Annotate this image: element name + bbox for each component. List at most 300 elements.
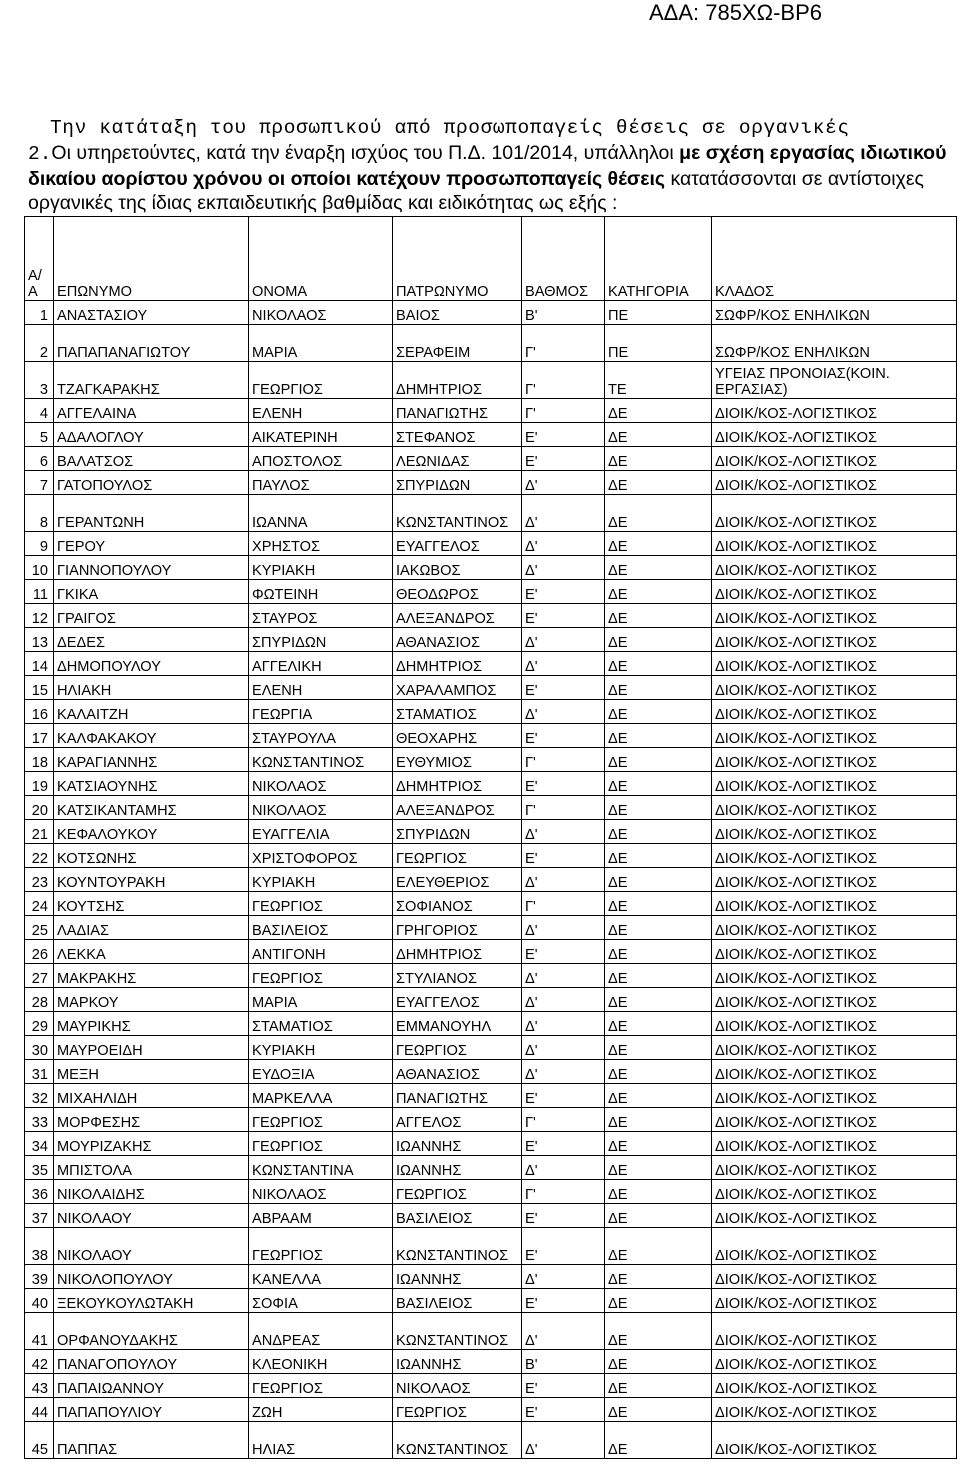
cell-father: ΔΗΜΗΤΡΙΟΣ	[393, 362, 522, 399]
cell-category: ΔΕ	[605, 988, 712, 1012]
table-row	[25, 1012, 957, 1036]
cell-branch: ΔΙΟΙΚ/ΚΟΣ-ΛΟΓΙΣΤΙΚΟΣ	[712, 964, 957, 988]
table-row	[25, 892, 957, 916]
cell-father: ΝΙΚΟΛΑΟΣ	[393, 1374, 522, 1398]
cell-branch: ΔΙΟΙΚ/ΚΟΣ-ΛΟΓΙΣΤΙΚΟΣ	[712, 1132, 957, 1156]
cell-branch: ΔΙΟΙΚ/ΚΟΣ-ΛΟΓΙΣΤΙΚΟΣ	[712, 916, 957, 940]
cell-category: ΔΕ	[605, 724, 712, 748]
cell-branch: ΔΙΟΙΚ/ΚΟΣ-ΛΟΓΙΣΤΙΚΟΣ	[712, 892, 957, 916]
cell-name: ΚΛΕΟΝΙΚΗ	[249, 1350, 393, 1374]
cell-grade: Γ'	[522, 399, 605, 423]
cell-category: ΔΕ	[605, 1084, 712, 1108]
cell-name: ΝΙΚΟΛΑΟΣ	[249, 796, 393, 820]
cell-surname: ΝΙΚΟΛΑΙΔΗΣ	[54, 1180, 249, 1204]
table-row	[25, 301, 957, 325]
cell-name: ΚΩΝΣΤΑΝΤΙΝΑ	[249, 1156, 393, 1180]
header-category: ΚΑΤΗΓΟΡΙΑ	[605, 217, 712, 301]
table-row	[25, 964, 957, 988]
ada-code: ΑΔΑ: 785ΧΩ-ΒΡ6	[648, 0, 822, 25]
cell-aa: 28	[25, 988, 54, 1012]
cell-grade: Ε'	[522, 1132, 605, 1156]
cell-branch: ΣΩΦΡ/ΚΟΣ ΕΝΗΛΙΚΩΝ	[712, 301, 957, 325]
table-row	[25, 1350, 957, 1374]
cell-branch: ΔΙΟΙΚ/ΚΟΣ-ΛΟΓΙΣΤΙΚΟΣ	[712, 1265, 957, 1289]
cell-father: ΒΑΙΟΣ	[393, 301, 522, 325]
table-row	[25, 362, 957, 399]
cell-surname: ΜΑΥΡΙΚΗΣ	[54, 1012, 249, 1036]
cell-father: ΣΕΡΑΦΕΙΜ	[393, 325, 522, 362]
cell-surname: ΚΕΦΑΛΟΥΚΟΥ	[54, 820, 249, 844]
table-row	[25, 556, 957, 580]
cell-name: ΝΙΚΟΛΑΟΣ	[249, 772, 393, 796]
cell-aa: 40	[25, 1289, 54, 1313]
cell-father: ΔΗΜΗΤΡΙΟΣ	[393, 652, 522, 676]
cell-category: ΔΕ	[605, 495, 712, 532]
cell-father: ΙΩΑΝΝΗΣ	[393, 1156, 522, 1180]
cell-grade: Ε'	[522, 447, 605, 471]
cell-grade: Ε'	[522, 940, 605, 964]
cell-father: ΣΟΦΙΑΝΟΣ	[393, 892, 522, 916]
cell-name: ΜΑΡΙΑ	[249, 325, 393, 362]
cell-grade: Ε'	[522, 1228, 605, 1265]
cell-surname: ΜΟΥΡΙΖΑΚΗΣ	[54, 1132, 249, 1156]
cell-surname: ΑΓΓΕΛΑΙΝΑ	[54, 399, 249, 423]
cell-category: ΔΕ	[605, 1204, 712, 1228]
table-row	[25, 423, 957, 447]
intro-line: Την κατάταξη του προσωπικού από προσωποπαγείς θέσεις σε οργανικές	[50, 117, 850, 139]
table-row	[25, 1084, 957, 1108]
cell-surname: ΚΑΡΑΓΙΑΝΝΗΣ	[54, 748, 249, 772]
cell-aa: 36	[25, 1180, 54, 1204]
table-row	[25, 724, 957, 748]
cell-grade: Δ'	[522, 700, 605, 724]
table-row	[25, 796, 957, 820]
cell-branch: ΔΙΟΙΚ/ΚΟΣ-ΛΟΓΙΣΤΙΚΟΣ	[712, 447, 957, 471]
cell-father: ΕΥΑΓΓΕΛΟΣ	[393, 988, 522, 1012]
cell-branch: ΔΙΟΙΚ/ΚΟΣ-ΛΟΓΙΣΤΙΚΟΣ	[712, 1060, 957, 1084]
cell-category: ΔΕ	[605, 748, 712, 772]
cell-category: ΔΕ	[605, 1012, 712, 1036]
cell-father: ΙΩΑΝΝΗΣ	[393, 1132, 522, 1156]
table-row	[25, 1132, 957, 1156]
cell-branch: ΔΙΟΙΚ/ΚΟΣ-ΛΟΓΙΣΤΙΚΟΣ	[712, 1180, 957, 1204]
cell-branch: ΔΙΟΙΚ/ΚΟΣ-ΛΟΓΙΣΤΙΚΟΣ	[712, 1084, 957, 1108]
cell-aa: 17	[25, 724, 54, 748]
cell-category: ΔΕ	[605, 447, 712, 471]
cell-grade: Ε'	[522, 1084, 605, 1108]
cell-name: ΚΥΡΙΑΚΗ	[249, 556, 393, 580]
cell-aa: 37	[25, 1204, 54, 1228]
table-header-row	[25, 217, 957, 301]
cell-category: ΔΕ	[605, 471, 712, 495]
cell-name: ΧΡΙΣΤΟΦΟΡΟΣ	[249, 844, 393, 868]
cell-branch: ΔΙΟΙΚ/ΚΟΣ-ΛΟΓΙΣΤΙΚΟΣ	[712, 556, 957, 580]
header-father: ΠΑΤΡΩΝΥΜΟ	[393, 217, 522, 301]
cell-name: ΓΕΩΡΓΙΟΣ	[249, 362, 393, 399]
table-row	[25, 604, 957, 628]
cell-name: ΑΙΚΑΤΕΡΙΝΗ	[249, 423, 393, 447]
cell-surname: ΞΕΚΟΥΚΟΥΛΩΤΑΚΗ	[54, 1289, 249, 1313]
header-branch: ΚΛΑΔΟΣ	[712, 217, 957, 301]
cell-category: ΔΕ	[605, 1108, 712, 1132]
cell-surname: ΠΑΝΑΓΟΠΟΥΛΟΥ	[54, 1350, 249, 1374]
cell-father: ΙΩΑΝΝΗΣ	[393, 1265, 522, 1289]
cell-name: ΕΥΔΟΞΙΑ	[249, 1060, 393, 1084]
table-row	[25, 868, 957, 892]
cell-surname: ΠΑΠΑΠΟΥΛΙΟΥ	[54, 1398, 249, 1422]
cell-surname: ΜΑΥΡΟΕΙΔΗ	[54, 1036, 249, 1060]
cell-aa: 25	[25, 916, 54, 940]
cell-grade: Ε'	[522, 1289, 605, 1313]
cell-grade: Δ'	[522, 820, 605, 844]
cell-name: ΣΤΑΜΑΤΙΟΣ	[249, 1012, 393, 1036]
cell-aa: 8	[25, 495, 54, 532]
table-row	[25, 940, 957, 964]
cell-grade: Β'	[522, 301, 605, 325]
cell-aa: 33	[25, 1108, 54, 1132]
table-row	[25, 916, 957, 940]
cell-grade: Ε'	[522, 580, 605, 604]
cell-category: ΔΕ	[605, 532, 712, 556]
cell-category: ΔΕ	[605, 1228, 712, 1265]
cell-father: ΕΛΕΥΘΕΡΙΟΣ	[393, 868, 522, 892]
cell-aa: 34	[25, 1132, 54, 1156]
cell-aa: 26	[25, 940, 54, 964]
cell-name: ΕΛΕΝΗ	[249, 399, 393, 423]
cell-aa: 15	[25, 676, 54, 700]
cell-category: ΔΕ	[605, 1060, 712, 1084]
cell-grade: Ε'	[522, 1398, 605, 1422]
header-aa: Α/Α	[25, 217, 54, 301]
table-row	[25, 495, 957, 532]
cell-grade: Δ'	[522, 532, 605, 556]
cell-father: ΣΠΥΡΙΔΩΝ	[393, 471, 522, 495]
header-surname: ΕΠΩΝΥΜΟ	[54, 217, 249, 301]
cell-aa: 38	[25, 1228, 54, 1265]
cell-branch: ΔΙΟΙΚ/ΚΟΣ-ΛΟΓΙΣΤΙΚΟΣ	[712, 399, 957, 423]
table-row	[25, 1265, 957, 1289]
cell-aa: 18	[25, 748, 54, 772]
cell-name: ΓΕΩΡΓΙΟΣ	[249, 1108, 393, 1132]
cell-branch: ΔΙΟΙΚ/ΚΟΣ-ΛΟΓΙΣΤΙΚΟΣ	[712, 1422, 957, 1459]
cell-branch: ΣΩΦΡ/ΚΟΣ ΕΝΗΛΙΚΩΝ	[712, 325, 957, 362]
cell-surname: ΤΖΑΓΚΑΡΑΚΗΣ	[54, 362, 249, 399]
cell-surname: ΚΑΤΣΙΚΑΝΤΑΜΗΣ	[54, 796, 249, 820]
cell-branch: ΔΙΟΙΚ/ΚΟΣ-ΛΟΓΙΣΤΙΚΟΣ	[712, 1289, 957, 1313]
cell-grade: Δ'	[522, 1060, 605, 1084]
cell-branch: ΔΙΟΙΚ/ΚΟΣ-ΛΟΓΙΣΤΙΚΟΣ	[712, 1313, 957, 1350]
cell-surname: ΜΟΡΦΕΣΗΣ	[54, 1108, 249, 1132]
cell-aa: 31	[25, 1060, 54, 1084]
cell-father: ΓΕΩΡΓΙΟΣ	[393, 1180, 522, 1204]
cell-category: ΔΕ	[605, 399, 712, 423]
cell-surname: ΜΑΡΚΟΥ	[54, 988, 249, 1012]
cell-aa: 24	[25, 892, 54, 916]
cell-aa: 16	[25, 700, 54, 724]
cell-father: ΘΕΟΧΑΡΗΣ	[393, 724, 522, 748]
cell-branch: ΔΙΟΙΚ/ΚΟΣ-ΛΟΓΙΣΤΙΚΟΣ	[712, 1204, 957, 1228]
table-row	[25, 1422, 957, 1459]
cell-branch: ΔΙΟΙΚ/ΚΟΣ-ΛΟΓΙΣΤΙΚΟΣ	[712, 1374, 957, 1398]
cell-aa: 29	[25, 1012, 54, 1036]
cell-father: ΓΕΩΡΓΙΟΣ	[393, 1398, 522, 1422]
cell-branch: ΔΙΟΙΚ/ΚΟΣ-ΛΟΓΙΣΤΙΚΟΣ	[712, 676, 957, 700]
cell-name: ΖΩΗ	[249, 1398, 393, 1422]
cell-aa: 3	[25, 362, 54, 399]
cell-branch: ΔΙΟΙΚ/ΚΟΣ-ΛΟΓΙΣΤΙΚΟΣ	[712, 580, 957, 604]
cell-father: ΑΓΓΕΛΟΣ	[393, 1108, 522, 1132]
cell-category: ΔΕ	[605, 1132, 712, 1156]
cell-father: ΕΜΜΑΝΟΥΗΛ	[393, 1012, 522, 1036]
cell-surname: ΜΙΧΑΗΛΙΔΗ	[54, 1084, 249, 1108]
cell-surname: ΜΕΞΗ	[54, 1060, 249, 1084]
cell-father: ΓΡΗΓΟΡΙΟΣ	[393, 916, 522, 940]
cell-father: ΒΑΣΙΛΕΙΟΣ	[393, 1204, 522, 1228]
cell-grade: Δ'	[522, 1313, 605, 1350]
cell-aa: 22	[25, 844, 54, 868]
cell-surname: ΚΟΥΝΤΟΥΡΑΚΗ	[54, 868, 249, 892]
cell-category: ΔΕ	[605, 1422, 712, 1459]
cell-category: ΔΕ	[605, 1036, 712, 1060]
table-row	[25, 471, 957, 495]
cell-category: ΔΕ	[605, 580, 712, 604]
cell-surname: ΓΚΙΚΑ	[54, 580, 249, 604]
cell-grade: Δ'	[522, 556, 605, 580]
cell-surname: ΠΑΠΑΙΩΑΝΝΟΥ	[54, 1374, 249, 1398]
cell-name: ΝΙΚΟΛΑΟΣ	[249, 1180, 393, 1204]
cell-grade: Δ'	[522, 495, 605, 532]
cell-name: ΜΑΡΚΕΛΛΑ	[249, 1084, 393, 1108]
cell-name: ΓΕΩΡΓΙΟΣ	[249, 1374, 393, 1398]
cell-name: ΧΡΗΣΤΟΣ	[249, 532, 393, 556]
cell-category: ΔΕ	[605, 772, 712, 796]
cell-grade: Ε'	[522, 844, 605, 868]
cell-name: ΓΕΩΡΓΙΟΣ	[249, 1228, 393, 1265]
cell-surname: ΠΑΠΠΑΣ	[54, 1422, 249, 1459]
cell-aa: 27	[25, 964, 54, 988]
table-row	[25, 676, 957, 700]
cell-aa: 13	[25, 628, 54, 652]
cell-grade: Γ'	[522, 362, 605, 399]
table-row	[25, 325, 957, 362]
cell-surname: ΔΕΔΕΣ	[54, 628, 249, 652]
cell-surname: ΓΡΑΙΓΟΣ	[54, 604, 249, 628]
cell-name: ΑΓΓΕΛΙΚΗ	[249, 652, 393, 676]
cell-name: ΒΑΣΙΛΕΙΟΣ	[249, 916, 393, 940]
cell-aa: 30	[25, 1036, 54, 1060]
table-row	[25, 1398, 957, 1422]
cell-name: ΣΟΦΙΑ	[249, 1289, 393, 1313]
cell-father: ΓΕΩΡΓΙΟΣ	[393, 844, 522, 868]
paragraph-text-b: κατατάσσονται σε αντίστοιχες οργανικές της ίδιας εκπαιδευτικής βαθμίδας και ειδικότητας ως εξής :	[28, 167, 924, 214]
cell-surname: ΚΟΥΤΣΗΣ	[54, 892, 249, 916]
cell-category: ΔΕ	[605, 964, 712, 988]
cell-aa: 9	[25, 532, 54, 556]
cell-aa: 39	[25, 1265, 54, 1289]
cell-branch: ΔΙΟΙΚ/ΚΟΣ-ΛΟΓΙΣΤΙΚΟΣ	[712, 844, 957, 868]
table-row	[25, 628, 957, 652]
cell-aa: 10	[25, 556, 54, 580]
cell-name: ΑΝΤΙΓΟΝΗ	[249, 940, 393, 964]
table-row	[25, 748, 957, 772]
cell-aa: 7	[25, 471, 54, 495]
cell-aa: 23	[25, 868, 54, 892]
cell-branch: ΔΙΟΙΚ/ΚΟΣ-ΛΟΓΙΣΤΙΚΟΣ	[712, 1108, 957, 1132]
table-row	[25, 1060, 957, 1084]
table-row	[25, 652, 957, 676]
cell-grade: Δ'	[522, 471, 605, 495]
cell-name: ΕΥΑΓΓΕΛΙΑ	[249, 820, 393, 844]
cell-father: ΠΑΝΑΓΙΩΤΗΣ	[393, 1084, 522, 1108]
header-grade: ΒΑΘΜΟΣ	[522, 217, 605, 301]
cell-branch: ΔΙΟΙΚ/ΚΟΣ-ΛΟΓΙΣΤΙΚΟΣ	[712, 988, 957, 1012]
cell-aa: 19	[25, 772, 54, 796]
cell-surname: ΓΙΑΝΝΟΠΟΥΛΟΥ	[54, 556, 249, 580]
cell-branch: ΔΙΟΙΚ/ΚΟΣ-ΛΟΓΙΣΤΙΚΟΣ	[712, 940, 957, 964]
cell-category: ΔΕ	[605, 1289, 712, 1313]
cell-branch: ΔΙΟΙΚ/ΚΟΣ-ΛΟΓΙΣΤΙΚΟΣ	[712, 604, 957, 628]
cell-father: ΚΩΝΣΤΑΝΤΙΝΟΣ	[393, 1422, 522, 1459]
paragraph-text-a: Οι υπηρετούντες, κατά την έναρξη ισχύος του Π.Δ. 101/2014, υπάλληλοι	[51, 142, 680, 164]
table-row	[25, 1374, 957, 1398]
cell-branch: ΔΙΟΙΚ/ΚΟΣ-ΛΟΓΙΣΤΙΚΟΣ	[712, 1156, 957, 1180]
cell-name: ΝΙΚΟΛΑΟΣ	[249, 301, 393, 325]
paragraph-number: 2.	[28, 143, 52, 165]
cell-grade: Ε'	[522, 724, 605, 748]
cell-aa: 43	[25, 1374, 54, 1398]
cell-category: ΔΕ	[605, 916, 712, 940]
cell-aa: 41	[25, 1313, 54, 1350]
table-row	[25, 1228, 957, 1265]
cell-surname: ΓΕΡΟΥ	[54, 532, 249, 556]
cell-category: ΔΕ	[605, 868, 712, 892]
cell-branch: ΔΙΟΙΚ/ΚΟΣ-ΛΟΓΙΣΤΙΚΟΣ	[712, 748, 957, 772]
cell-aa: 42	[25, 1350, 54, 1374]
cell-surname: ΓΕΡΑΝΤΩΝΗ	[54, 495, 249, 532]
cell-name: ΗΛΙΑΣ	[249, 1422, 393, 1459]
cell-branch: ΔΙΟΙΚ/ΚΟΣ-ΛΟΓΙΣΤΙΚΟΣ	[712, 628, 957, 652]
cell-aa: 45	[25, 1422, 54, 1459]
cell-branch: ΔΙΟΙΚ/ΚΟΣ-ΛΟΓΙΣΤΙΚΟΣ	[712, 532, 957, 556]
cell-aa: 11	[25, 580, 54, 604]
cell-category: ΔΕ	[605, 556, 712, 580]
cell-branch: ΔΙΟΙΚ/ΚΟΣ-ΛΟΓΙΣΤΙΚΟΣ	[712, 1398, 957, 1422]
cell-father: ΧΑΡΑΛΑΜΠΟΣ	[393, 676, 522, 700]
cell-name: ΣΠΥΡΙΔΩΝ	[249, 628, 393, 652]
cell-grade: Δ'	[522, 868, 605, 892]
cell-father: ΒΑΣΙΛΕΙΟΣ	[393, 1289, 522, 1313]
cell-grade: Β'	[522, 1350, 605, 1374]
cell-category: ΔΕ	[605, 1398, 712, 1422]
cell-grade: Δ'	[522, 964, 605, 988]
cell-aa: 2	[25, 325, 54, 362]
cell-father: ΚΩΝΣΤΑΝΤΙΝΟΣ	[393, 1313, 522, 1350]
table-row	[25, 1036, 957, 1060]
cell-branch: ΔΙΟΙΚ/ΚΟΣ-ΛΟΓΙΣΤΙΚΟΣ	[712, 652, 957, 676]
cell-category: ΔΕ	[605, 844, 712, 868]
cell-category: ΔΕ	[605, 628, 712, 652]
cell-grade: Γ'	[522, 796, 605, 820]
cell-category: ΠΕ	[605, 301, 712, 325]
cell-surname: ΜΠΙΣΤΟΛΑ	[54, 1156, 249, 1180]
table-row	[25, 1204, 957, 1228]
cell-category: ΔΕ	[605, 796, 712, 820]
cell-grade: Δ'	[522, 916, 605, 940]
cell-branch: ΔΙΟΙΚ/ΚΟΣ-ΛΟΓΙΣΤΙΚΟΣ	[712, 724, 957, 748]
cell-surname: ΚΑΤΣΙΑΟΥΝΗΣ	[54, 772, 249, 796]
table-row	[25, 399, 957, 423]
cell-grade: Γ'	[522, 892, 605, 916]
cell-surname: ΒΑΛΑΤΣΟΣ	[54, 447, 249, 471]
cell-father: ΣΤΥΛΙΑΝΟΣ	[393, 964, 522, 988]
cell-grade: Ε'	[522, 423, 605, 447]
cell-grade: Ε'	[522, 1204, 605, 1228]
cell-name: ΚΩΝΣΤΑΝΤΙΝΟΣ	[249, 748, 393, 772]
cell-grade: Δ'	[522, 988, 605, 1012]
cell-name: ΓΕΩΡΓΙΟΣ	[249, 892, 393, 916]
cell-branch: ΔΙΟΙΚ/ΚΟΣ-ΛΟΓΙΣΤΙΚΟΣ	[712, 1036, 957, 1060]
cell-aa: 4	[25, 399, 54, 423]
cell-name: ΜΑΡΙΑ	[249, 988, 393, 1012]
cell-aa: 6	[25, 447, 54, 471]
cell-branch: ΔΙΟΙΚ/ΚΟΣ-ΛΟΓΙΣΤΙΚΟΣ	[712, 1012, 957, 1036]
cell-category: ΔΕ	[605, 1350, 712, 1374]
cell-name: ΣΤΑΥΡΟΣ	[249, 604, 393, 628]
cell-name: ΑΠΟΣΤΟΛΟΣ	[249, 447, 393, 471]
table-row	[25, 1156, 957, 1180]
cell-father: ΔΗΜΗΤΡΙΟΣ	[393, 940, 522, 964]
cell-surname: ΝΙΚΟΛΟΠΟΥΛΟΥ	[54, 1265, 249, 1289]
cell-surname: ΔΗΜΟΠΟΥΛΟΥ	[54, 652, 249, 676]
cell-category: ΔΕ	[605, 604, 712, 628]
cell-name: ΓΕΩΡΓΙΑ	[249, 700, 393, 724]
cell-father: ΕΥΑΓΓΕΛΟΣ	[393, 532, 522, 556]
cell-branch: ΔΙΟΙΚ/ΚΟΣ-ΛΟΓΙΣΤΙΚΟΣ	[712, 495, 957, 532]
table-row	[25, 532, 957, 556]
cell-name: ΚΥΡΙΑΚΗ	[249, 868, 393, 892]
cell-branch: ΔΙΟΙΚ/ΚΟΣ-ΛΟΓΙΣΤΙΚΟΣ	[712, 700, 957, 724]
cell-father: ΣΠΥΡΙΔΩΝ	[393, 820, 522, 844]
cell-father: ΙΑΚΩΒΟΣ	[393, 556, 522, 580]
cell-father: ΚΩΝΣΤΑΝΤΙΝΟΣ	[393, 1228, 522, 1265]
cell-grade: Γ'	[522, 748, 605, 772]
cell-branch: ΔΙΟΙΚ/ΚΟΣ-ΛΟΓΙΣΤΙΚΟΣ	[712, 423, 957, 447]
header-name: ΟΝΟΜΑ	[249, 217, 393, 301]
cell-father: ΠΑΝΑΓΙΩΤΗΣ	[393, 399, 522, 423]
table-row	[25, 844, 957, 868]
cell-father: ΑΛΕΞΑΝΔΡΟΣ	[393, 604, 522, 628]
cell-father: ΚΩΝΣΤΑΝΤΙΝΟΣ	[393, 495, 522, 532]
cell-name: ΓΕΩΡΓΙΟΣ	[249, 1132, 393, 1156]
cell-name: ΕΛΕΝΗ	[249, 676, 393, 700]
cell-category: ΔΕ	[605, 1265, 712, 1289]
table-row	[25, 1313, 957, 1350]
cell-category: ΔΕ	[605, 700, 712, 724]
cell-father: ΑΘΑΝΑΣΙΟΣ	[393, 1060, 522, 1084]
cell-surname: ΛΑΔΙΑΣ	[54, 916, 249, 940]
table-row	[25, 1108, 957, 1132]
cell-aa: 21	[25, 820, 54, 844]
cell-aa: 35	[25, 1156, 54, 1180]
cell-name: ΓΕΩΡΓΙΟΣ	[249, 964, 393, 988]
cell-category: ΠΕ	[605, 325, 712, 362]
cell-father: ΕΥΘΥΜΙΟΣ	[393, 748, 522, 772]
cell-aa: 20	[25, 796, 54, 820]
cell-grade: Δ'	[522, 628, 605, 652]
cell-grade: Γ'	[522, 1180, 605, 1204]
cell-grade: Ε'	[522, 772, 605, 796]
cell-category: ΔΕ	[605, 820, 712, 844]
